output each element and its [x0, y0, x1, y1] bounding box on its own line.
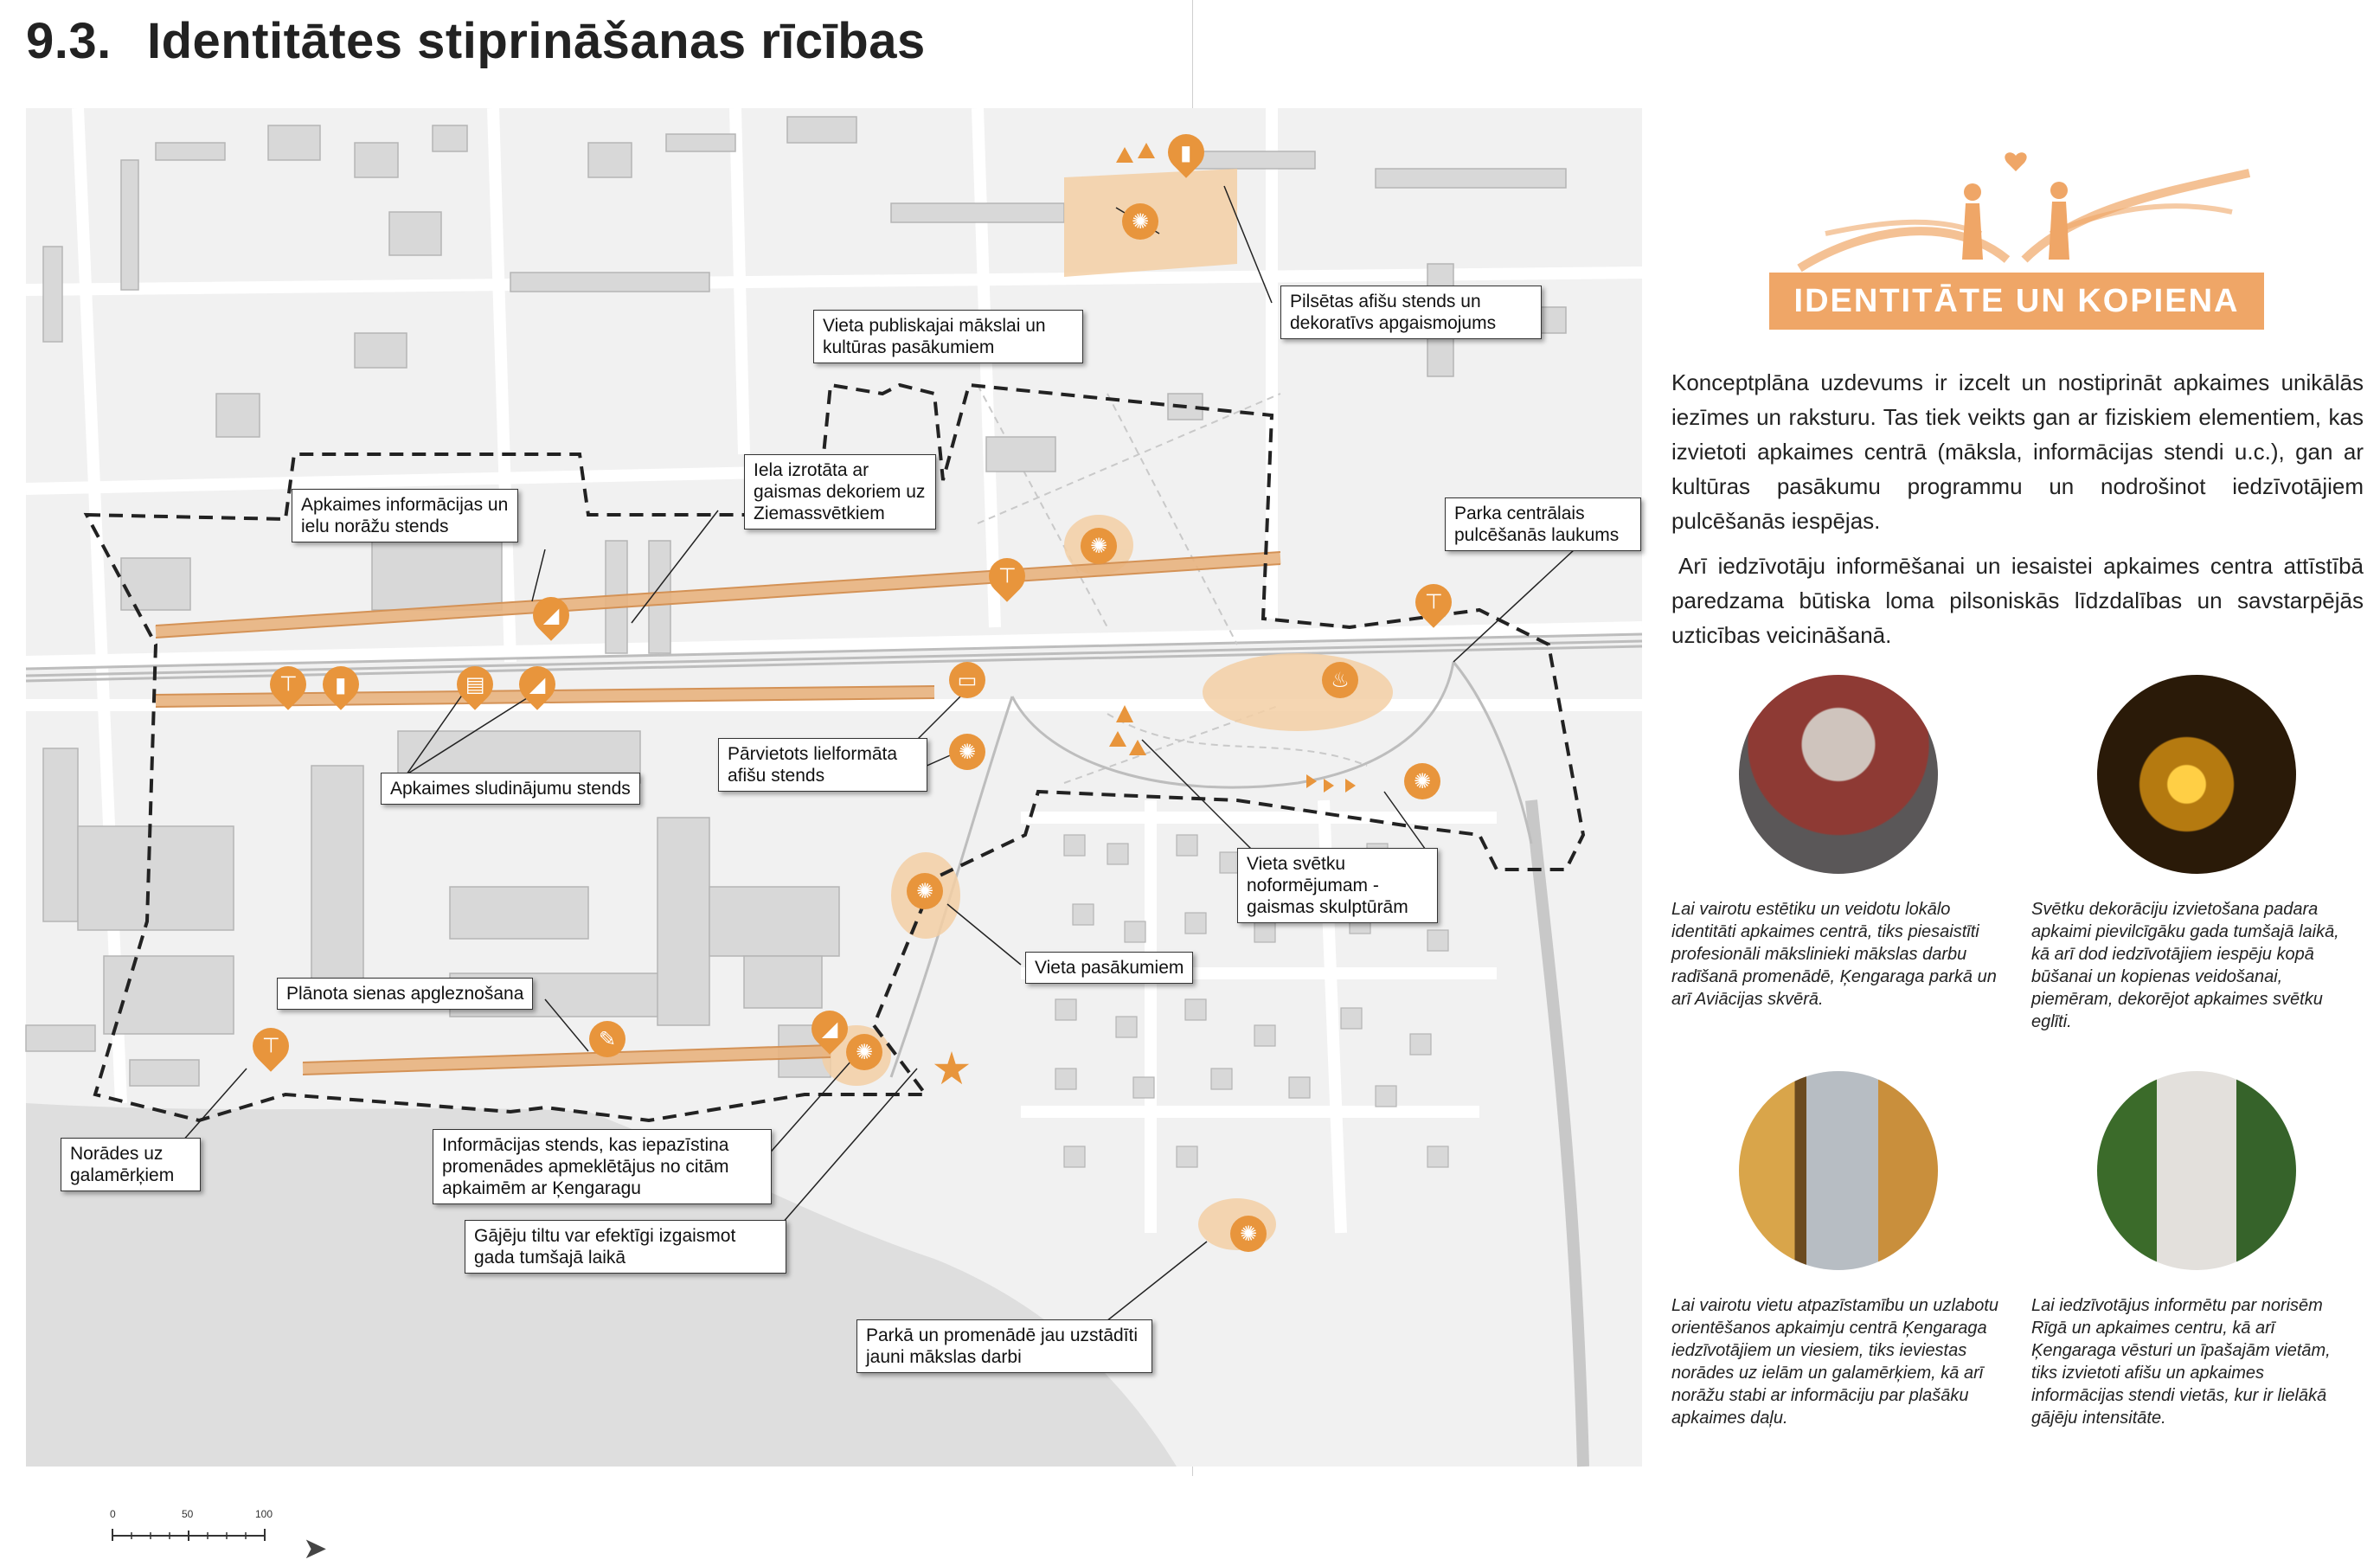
page-title: [26, 12, 926, 70]
callout-info-sign-stand: Apkaimes informācijas un ielu norāžu stends: [292, 489, 518, 542]
photo-public-art-sculpture: [1739, 675, 1938, 874]
photo-advertising-column: [2097, 1071, 2296, 1270]
palette-icon[interactable]: ✺: [1122, 203, 1158, 240]
caption-wayfinding: Lai vairotu vietu atpazīstamību un uzlabotu orientēšanos apkaimju centrā Ķengaraga iedzīvotājiem un viesiem, tiks ieviestas norādes uz ielām un galamērķiem, kā arī norāžu stabi ar informāciju par plašāku apkaimes daļu.: [1671, 1296, 1999, 1428]
info-board-icon[interactable]: ▮: [315, 658, 366, 709]
callout-promenade-info: Informācijas stends, kas iepazīstina promenādes apmeklētājus no citām apkaimēm ar Ķengaragu: [433, 1129, 772, 1204]
info-board-icon[interactable]: ▤: [449, 658, 500, 709]
north-arrow-icon: ➤: [303, 1532, 328, 1565]
palette-icon[interactable]: ✺: [907, 873, 943, 909]
palette-icon[interactable]: ✺: [1230, 1216, 1267, 1252]
map-marker-icon[interactable]: ◢: [525, 589, 576, 640]
section-title: Identitātes stiprināšanas rīcības: [147, 13, 926, 69]
callout-light-sculptures: Vieta svētku noformējumam - gaismas skulptūrām: [1237, 848, 1438, 923]
palette-icon[interactable]: ✺: [1404, 763, 1440, 799]
callout-new-artworks: Parkā un promenādē jau uzstādīti jauni mākslas darbi: [856, 1319, 1152, 1373]
fountain-icon[interactable]: ♨: [1322, 662, 1358, 698]
palette-icon[interactable]: ✎: [589, 1021, 625, 1057]
info-board-icon[interactable]: ▮: [1160, 126, 1211, 177]
intro-text: [1671, 365, 2364, 663]
callout-park-square: Parka centrālais pulcēšanās laukums: [1445, 497, 1641, 551]
callout-wall-painting: Plānota sienas apgleznošana: [277, 978, 533, 1010]
callout-footbridge-lighting: Gājēju tiltu var efektīgi izgaismot gada tumšajā laikā: [465, 1220, 786, 1274]
caption-festive-decorations: Svētku dekorāciju izvietošana padara apkaimi pievilcīgāku gada tumšajā laikā, kā arī dod iedzīvotājiem iespēju kopā būšanai un kopienas veidošanai, piemēram, dekorējot apkaimes svētku eglīti.: [2031, 900, 2339, 1031]
intro-paragraph: Konceptplāna uzdevums ir izcelt un nostiprināt apkaimes unikālās iezīmes un raksturu. Tas tiek veikts gan ar fiziskiem elementiem, kas izvietoti apkaimes centrā (māksla, informācijas stendi u.c.), gan ar kultūras pasākumu programmu un nodrošinot iedzīvotājiem pulcēšanās iespējas.: [1671, 369, 2364, 534]
callout-notice-board: Apkaimes sludinājumu stends: [381, 773, 640, 805]
scale-bar: [110, 1508, 273, 1562]
scale-label-50: 50: [182, 1508, 194, 1520]
caption-information-stands: Lai iedzīvotājus informētu par norisēm Rīgā un apkaimes centru, kā arī Ķengaraga vēsturi un īpašajām vietām, tiks izvietoti afišu un apkaimes informācijas stendi vietās, kur ir lielākā gājēju intensitāte.: [2031, 1296, 2331, 1428]
photo-direction-signpost: [1739, 1071, 1938, 1270]
site-map[interactable]: [26, 108, 1642, 1565]
intro-paragraph: Arī iedzīvotāju informēšanai un iesaistei apkaimes centra attīstībā paredzama būtiska loma pilsoniskās līdzdalības un savstarpējās uzticības veicināšanā.: [1671, 553, 2364, 648]
info-board-icon[interactable]: ▭: [949, 662, 985, 698]
callout-city-poster-stand: Pilsētas afišu stends un dekoratīvs apgaismojums: [1280, 286, 1542, 339]
callout-event-venue: Vieta pasākumiem: [1025, 952, 1193, 984]
callout-public-art: Vieta publiskajai mākslai un kultūras pasākumiem: [813, 310, 1083, 363]
signpost-icon[interactable]: ⊤: [1408, 576, 1459, 627]
callout-direction-signs: Norādes uz galamērķiem: [61, 1138, 201, 1191]
caption-public-art: Lai vairotu estētiku un veidotu lokālo identitāti apkaimes centrā, tiks piesaistīti profesionāli mākslinieki mākslas darbu radīšanā promenādē, Ķengaraga parkā un arī Aviācijas skvērā.: [1671, 900, 1997, 1009]
palette-icon[interactable]: ✺: [1081, 528, 1117, 564]
identity-banner: IDENTITĀTE UN KOPIENA: [1769, 273, 2264, 330]
photo-festive-light-sculpture: [2097, 675, 2296, 874]
scale-bar-graphic: [112, 1527, 268, 1544]
map-marker-icon[interactable]: ◢: [804, 1003, 855, 1054]
signpost-icon[interactable]: ⊤: [981, 550, 1032, 601]
scale-label-100: 100: [255, 1508, 273, 1520]
palette-icon[interactable]: ✺: [846, 1034, 882, 1070]
section-number: 9.3.: [26, 13, 112, 69]
palette-icon[interactable]: ✺: [949, 734, 985, 770]
scale-label-0: 0: [110, 1508, 116, 1520]
callout-decorated-street: Iela izrotāta ar gaismas dekoriem uz Ziemassvētkiem: [744, 454, 936, 529]
signpost-icon[interactable]: ⊤: [245, 1020, 296, 1071]
signpost-icon[interactable]: ⊤: [262, 658, 313, 709]
map-marker-icon[interactable]: ◢: [511, 658, 562, 709]
callout-relocated-poster-stand: Pārvietots lielformāta afišu stends: [718, 738, 927, 792]
